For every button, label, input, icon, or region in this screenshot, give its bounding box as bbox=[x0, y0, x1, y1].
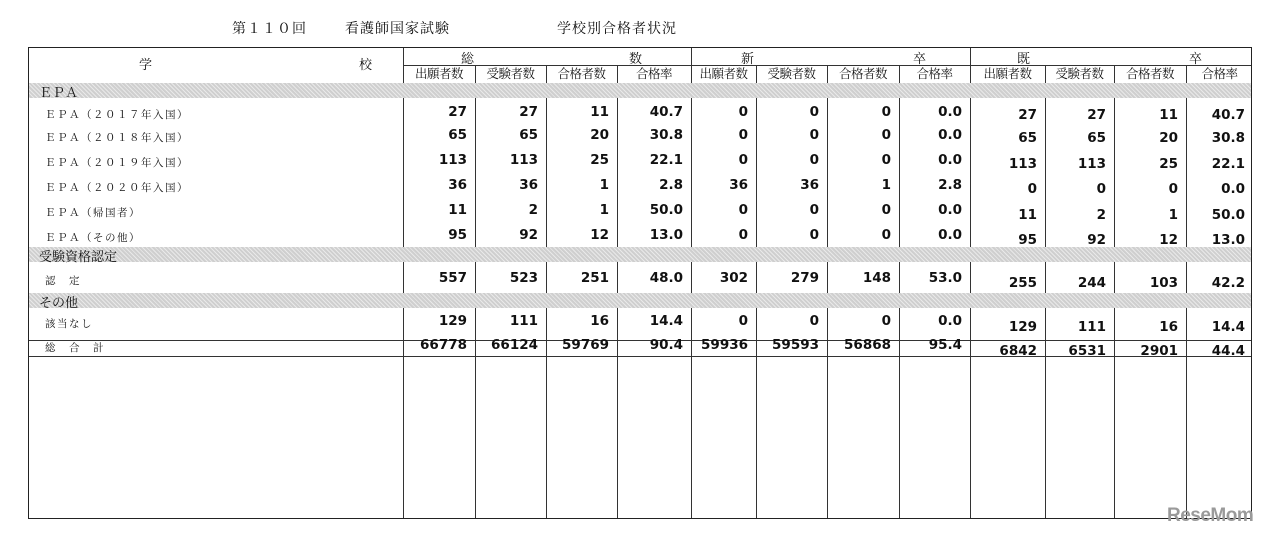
row-label: ＥＰＡ（帰国者） bbox=[45, 207, 141, 219]
table-cell: 16 bbox=[590, 313, 609, 329]
table-cell: 27 bbox=[1087, 107, 1106, 123]
table-cell: 0 bbox=[1168, 181, 1178, 197]
table-cell: 0 bbox=[809, 104, 819, 120]
table-cell: 255 bbox=[1008, 275, 1037, 291]
table-cell: 12 bbox=[590, 227, 609, 243]
table-cell: 2 bbox=[1096, 207, 1106, 223]
section-label: 受験資格認定 bbox=[39, 250, 118, 265]
table-cell: 30.8 bbox=[1211, 130, 1245, 146]
table-cell: 0 bbox=[738, 152, 748, 168]
table-cell: 53.0 bbox=[928, 270, 962, 286]
table-cell: 148 bbox=[862, 270, 891, 286]
column-header: 出願者数 bbox=[414, 66, 463, 81]
table-cell: 0.0 bbox=[938, 152, 962, 168]
table-cell: 111 bbox=[1077, 319, 1106, 335]
table-cell: 59593 bbox=[772, 337, 819, 353]
row-label: ＥＰＡ（２０１８年入国） bbox=[45, 132, 189, 144]
table-cell: 0 bbox=[738, 227, 748, 243]
column-header: 合格者数 bbox=[1125, 66, 1174, 81]
section-label: その他 bbox=[39, 296, 79, 311]
section-header bbox=[29, 247, 1251, 265]
column-header: 出願者数 bbox=[983, 66, 1032, 81]
table-cell: 523 bbox=[509, 270, 538, 286]
table-cell: 0 bbox=[1096, 181, 1106, 197]
row-label: ＥＰＡ（２０１９年入国） bbox=[45, 157, 189, 169]
section-header bbox=[29, 83, 1251, 101]
table-cell: 129 bbox=[1008, 319, 1037, 335]
table-cell: 1 bbox=[599, 177, 609, 193]
table-cell: 95 bbox=[448, 227, 467, 243]
header-school-2: 校 bbox=[359, 58, 373, 73]
header-group-right: 卒 bbox=[913, 52, 927, 67]
table-cell: 27 bbox=[448, 104, 467, 120]
table-cell: 36 bbox=[729, 177, 748, 193]
table-cell: 44.4 bbox=[1211, 343, 1245, 359]
table-cell: 14.4 bbox=[649, 313, 683, 329]
column-header: 受験者数 bbox=[486, 66, 535, 81]
header-school-1: 学 bbox=[139, 58, 153, 73]
table-cell: 13.0 bbox=[649, 227, 683, 243]
table-cell: 557 bbox=[438, 270, 467, 286]
table-cell: 113 bbox=[1077, 156, 1106, 172]
table-cell: 92 bbox=[519, 227, 538, 243]
table-cell: 36 bbox=[448, 177, 467, 193]
table-cell: 36 bbox=[800, 177, 819, 193]
table-cell: 0 bbox=[881, 127, 891, 143]
table-cell: 0.0 bbox=[938, 104, 962, 120]
table-cell: 0 bbox=[881, 152, 891, 168]
table-cell: 90.4 bbox=[649, 337, 683, 353]
column-header: 合格率 bbox=[916, 66, 953, 81]
report-title: 学校別合格者状況 bbox=[557, 21, 677, 37]
table-cell: 0.0 bbox=[938, 127, 962, 143]
section-label: ＥＰＡ bbox=[39, 86, 79, 101]
header-group-left: 新 bbox=[741, 52, 755, 67]
table-cell: 6531 bbox=[1068, 343, 1106, 359]
table-cell: 40.7 bbox=[1211, 107, 1245, 123]
table-cell: 65 bbox=[448, 127, 467, 143]
table-cell: 25 bbox=[1159, 156, 1178, 172]
table-cell: 0 bbox=[881, 104, 891, 120]
table-cell: 1 bbox=[599, 202, 609, 218]
column-header: 受験者数 bbox=[1055, 66, 1104, 81]
table-cell: 2.8 bbox=[938, 177, 962, 193]
results-table bbox=[28, 47, 1252, 519]
column-header: 出願者数 bbox=[699, 66, 748, 81]
table-cell: 95.4 bbox=[928, 337, 962, 353]
table-cell: 65 bbox=[1087, 130, 1106, 146]
row-label: ＥＰＡ（２０１７年入国） bbox=[45, 109, 189, 121]
table-cell: 129 bbox=[438, 313, 467, 329]
table-cell: 11 bbox=[448, 202, 467, 218]
table-cell: 48.0 bbox=[649, 270, 683, 286]
table-cell: 0 bbox=[738, 202, 748, 218]
table-cell: 56868 bbox=[844, 337, 891, 353]
table-cell: 2 bbox=[528, 202, 538, 218]
table-cell: 65 bbox=[1018, 130, 1037, 146]
table-cell: 27 bbox=[519, 104, 538, 120]
table-cell: 1 bbox=[881, 177, 891, 193]
table-cell: 40.7 bbox=[649, 104, 683, 120]
table-cell: 0 bbox=[738, 313, 748, 329]
table-cell: 66778 bbox=[420, 337, 467, 353]
table-cell: 0 bbox=[809, 152, 819, 168]
table-cell: 1 bbox=[1168, 207, 1178, 223]
column-header: 合格者数 bbox=[557, 66, 606, 81]
table-cell: 16 bbox=[1159, 319, 1178, 335]
exam-name: 看護師国家試験 bbox=[345, 21, 450, 37]
table-cell: 11 bbox=[590, 104, 609, 120]
exam-round: 第１１０回 bbox=[232, 21, 307, 37]
row-label: ＥＰＡ（２０２０年入国） bbox=[45, 182, 189, 194]
column-header: 合格率 bbox=[635, 66, 672, 81]
table-cell: 0 bbox=[738, 104, 748, 120]
table-cell: 0 bbox=[1027, 181, 1037, 197]
table-cell: 11 bbox=[1018, 207, 1037, 223]
table-cell: 6842 bbox=[999, 343, 1037, 359]
table-cell: 279 bbox=[790, 270, 819, 286]
column-header: 受験者数 bbox=[767, 66, 816, 81]
table-cell: 0 bbox=[809, 227, 819, 243]
column-header: 合格率 bbox=[1201, 66, 1238, 81]
table-cell: 20 bbox=[1159, 130, 1178, 146]
table-cell: 0 bbox=[881, 227, 891, 243]
header-group-left: 総 bbox=[461, 52, 475, 67]
header-group-right: 数 bbox=[629, 52, 643, 67]
table-cell: 111 bbox=[509, 313, 538, 329]
table-cell: 22.1 bbox=[649, 152, 683, 168]
table-cell: 30.8 bbox=[649, 127, 683, 143]
row-label: ＥＰＡ（その他） bbox=[45, 232, 141, 244]
table-cell: 0 bbox=[738, 127, 748, 143]
table-cell: 14.4 bbox=[1211, 319, 1245, 335]
table-cell: 50.0 bbox=[649, 202, 683, 218]
table-cell: 36 bbox=[519, 177, 538, 193]
table-cell: 27 bbox=[1018, 107, 1037, 123]
table-cell: 95 bbox=[1018, 232, 1037, 248]
table-cell: 113 bbox=[438, 152, 467, 168]
table-cell: 22.1 bbox=[1211, 156, 1245, 172]
row-label: 総 合 計 bbox=[45, 342, 105, 354]
table-cell: 11 bbox=[1159, 107, 1178, 123]
table-cell: 65 bbox=[519, 127, 538, 143]
header-group-right: 卒 bbox=[1189, 52, 1203, 67]
table-cell: 0 bbox=[809, 313, 819, 329]
table-cell: 103 bbox=[1149, 275, 1178, 291]
table-cell: 50.0 bbox=[1211, 207, 1245, 223]
table-cell: 0.0 bbox=[938, 227, 962, 243]
table-cell: 25 bbox=[590, 152, 609, 168]
table-cell: 0 bbox=[809, 127, 819, 143]
table-cell: 2.8 bbox=[659, 177, 683, 193]
table-cell: 113 bbox=[509, 152, 538, 168]
table-cell: 42.2 bbox=[1211, 275, 1245, 291]
table-cell: 0 bbox=[881, 313, 891, 329]
table-cell: 59769 bbox=[562, 337, 609, 353]
table-cell: 92 bbox=[1087, 232, 1106, 248]
table-cell: 251 bbox=[580, 270, 609, 286]
table-cell: 66124 bbox=[491, 337, 538, 353]
table-cell: 0.0 bbox=[938, 202, 962, 218]
table-cell: 12 bbox=[1159, 232, 1178, 248]
table-cell: 2901 bbox=[1140, 343, 1178, 359]
table-cell: 0.0 bbox=[938, 313, 962, 329]
table-cell: 20 bbox=[590, 127, 609, 143]
table-cell: 302 bbox=[719, 270, 748, 286]
table-cell: 244 bbox=[1077, 275, 1106, 291]
header-group-left: 既 bbox=[1017, 52, 1031, 67]
table-cell: 13.0 bbox=[1211, 232, 1245, 248]
table-cell: 0.0 bbox=[1221, 181, 1245, 197]
row-label: 認 定 bbox=[45, 275, 81, 287]
table-cell: 113 bbox=[1008, 156, 1037, 172]
table-cell: 0 bbox=[881, 202, 891, 218]
row-label: 該当なし bbox=[45, 318, 93, 330]
table-cell: 59936 bbox=[701, 337, 748, 353]
column-header: 合格者数 bbox=[838, 66, 887, 81]
resemom-logo: ReseMom bbox=[1167, 505, 1254, 526]
table-cell: 0 bbox=[809, 202, 819, 218]
section-header bbox=[29, 293, 1251, 311]
